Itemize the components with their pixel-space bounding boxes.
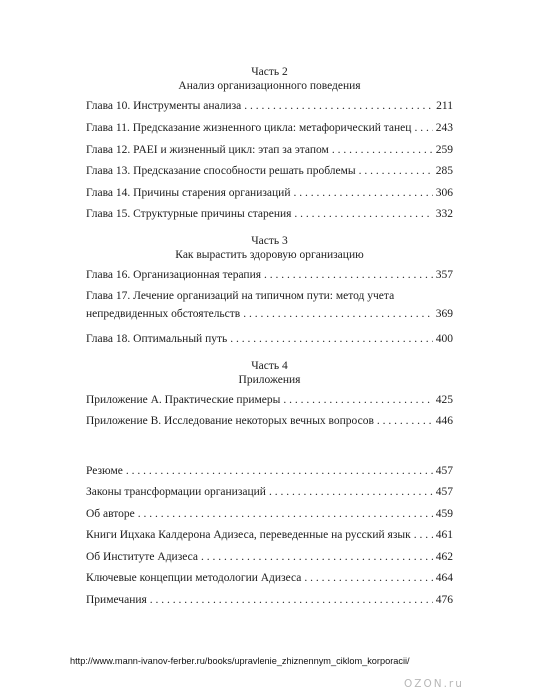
toc-entry[interactable] <box>86 485 453 499</box>
dot-leader <box>332 143 433 157</box>
entry-page: 285 <box>435 165 453 177</box>
toc-entry[interactable] <box>86 121 453 135</box>
dot-leader <box>283 393 432 407</box>
entry-page: 464 <box>435 572 453 584</box>
toc-entry[interactable] <box>86 207 453 221</box>
toc-entry[interactable] <box>86 332 453 346</box>
dot-leader <box>244 99 433 113</box>
entry-page: 369 <box>435 308 453 320</box>
entry-title: Глава 10. Инструменты анализа <box>86 100 242 112</box>
dot-leader <box>201 550 433 564</box>
dot-leader <box>138 507 433 521</box>
toc-entry[interactable] <box>86 186 453 200</box>
entry-title: Глава 14. Причины старения организаций <box>86 187 291 199</box>
toc-entry[interactable] <box>86 507 453 521</box>
dot-leader <box>264 268 433 282</box>
entry-title: Глава 13. Предсказание способности решать проблемы <box>86 165 356 177</box>
entry-title: Законы трансформации организаций <box>86 486 266 498</box>
toc-entry[interactable] <box>86 550 453 564</box>
entry-title: Книги Ицхака Калдерона Адизеса, переведенные на русский язык <box>86 529 411 541</box>
entry-title: Глава 16. Организационная терапия <box>86 269 262 281</box>
toc-entry[interactable] <box>86 528 453 542</box>
entry-page: 457 <box>435 465 453 477</box>
entry-title-line2: непредвиденных обстоятельств <box>86 308 241 320</box>
entry-page: 357 <box>435 269 453 281</box>
toc-entry[interactable] <box>86 571 453 585</box>
dot-leader <box>293 186 432 200</box>
toc-entry[interactable] <box>86 414 453 428</box>
entry-page: 462 <box>435 551 453 563</box>
toc-entry[interactable] <box>86 393 453 407</box>
dot-leader <box>377 414 433 428</box>
entry-title: Приложение В. Исследование некоторых вечных вопросов <box>86 415 374 427</box>
entry-title: Глава 18. Оптимальный путь <box>86 333 228 345</box>
entry-page: 211 <box>436 100 453 112</box>
entry-page: 457 <box>435 486 453 498</box>
entry-page: 459 <box>435 508 453 520</box>
entry-title: Приложение А. Практические примеры <box>86 394 281 406</box>
part-2-title: Анализ организационного поведения <box>178 80 361 92</box>
entry-page: 425 <box>435 394 453 406</box>
ozon-watermark: OZON.ru <box>404 678 464 690</box>
dot-leader <box>304 571 432 585</box>
entry-title: Резюме <box>86 465 123 477</box>
toc-entry[interactable] <box>86 143 453 157</box>
dot-leader <box>414 121 432 135</box>
dot-leader <box>150 593 433 607</box>
toc-entry[interactable] <box>86 593 453 607</box>
dot-leader <box>414 528 433 542</box>
entry-title: Глава 11. Предсказание жизненного цикла: метафорический танец <box>86 122 412 134</box>
footer-url-link[interactable]: http://www.mann-ivanov-ferber.ru/books/upravlenie_zhiznennym_ciklom_korporacii/ <box>70 656 410 666</box>
entry-page: 476 <box>435 594 453 606</box>
entry-title: Об авторе <box>86 508 135 520</box>
part-3-number: Часть 3 <box>251 235 288 247</box>
entry-title: Глава 12. PAEI и жизненный цикл: этап за этапом <box>86 144 329 156</box>
entry-page: 332 <box>435 208 453 220</box>
entry-page: 461 <box>435 529 453 541</box>
entry-title: Глава 15. Структурные причины старения <box>86 208 292 220</box>
toc-entry[interactable] <box>86 99 453 113</box>
entry-title: Ключевые концепции методологии Адизеса <box>86 572 302 584</box>
part-4-title: Приложения <box>238 374 301 386</box>
entry-title: Примечания <box>86 594 147 606</box>
entry-page: 400 <box>435 333 453 345</box>
dot-leader <box>269 485 433 499</box>
toc-entry[interactable] <box>86 289 453 321</box>
dot-leader <box>243 307 433 321</box>
entry-page: 306 <box>435 187 453 199</box>
dot-leader <box>126 464 433 478</box>
entry-page: 259 <box>435 144 453 156</box>
entry-page: 243 <box>435 122 453 134</box>
dot-leader <box>230 332 433 346</box>
entry-title: Об Институте Адизеса <box>86 551 198 563</box>
toc-entry[interactable] <box>86 164 453 178</box>
dot-leader <box>294 207 432 221</box>
part-4-number: Часть 4 <box>251 360 288 372</box>
entry-title-line1: Глава 17. Лечение организаций на типичном пути: метод учета <box>86 290 395 302</box>
dot-leader <box>359 164 433 178</box>
entry-page: 446 <box>435 415 453 427</box>
toc-entry[interactable] <box>86 268 453 282</box>
part-3-title: Как вырастить здоровую организацию <box>175 249 364 261</box>
toc-entry[interactable] <box>86 464 453 478</box>
part-2-number: Часть 2 <box>251 66 288 78</box>
